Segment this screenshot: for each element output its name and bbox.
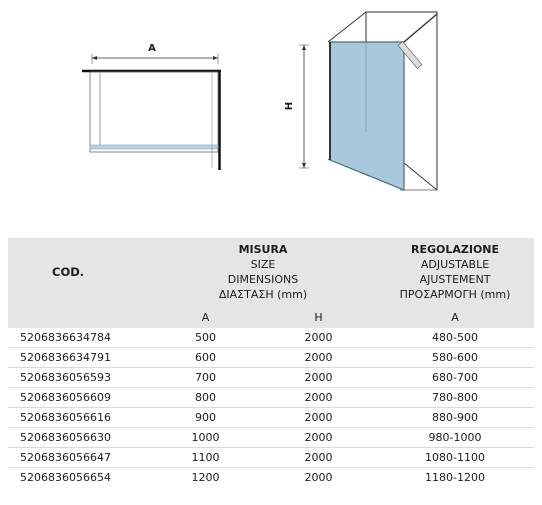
row-height-h: 2000 <box>304 471 333 484</box>
row-width-a: 500 <box>150 328 261 348</box>
adjustable-column-header <box>376 238 534 306</box>
row-height-h: 2000 <box>261 348 376 368</box>
size-header-line1: MISURA <box>238 243 288 256</box>
table-header-row <box>8 238 534 306</box>
row-code: 5206836056647 <box>8 448 150 468</box>
subheader-size-a: A <box>150 306 261 328</box>
row-adjust-range: 880-900 <box>376 408 534 428</box>
row-height-h: 2000 <box>261 428 376 448</box>
plan-view-drawing <box>82 43 221 170</box>
row-width-a: 1000 <box>150 428 261 448</box>
row-height-h: 2000 <box>261 388 376 408</box>
row-code: 5206836634784 <box>8 328 150 348</box>
row-adjust-range: 580-600 <box>376 348 534 368</box>
row-code: 5206836634791 <box>8 348 150 368</box>
technical-drawing <box>0 0 542 230</box>
row-code: 5206836056654 <box>20 471 111 484</box>
row-code: 5206836056630 <box>8 428 150 448</box>
table-row <box>8 408 534 428</box>
adjust-header-line2: ADJUSTABLE <box>420 258 490 271</box>
table-row <box>8 428 534 448</box>
row-adjust-range: 1080-1100 <box>376 448 534 468</box>
row-height-h: 2000 <box>261 368 376 388</box>
row-height-h: 2000 <box>261 408 376 428</box>
row-width-a: 600 <box>150 348 261 368</box>
row-width-a: 900 <box>150 408 261 428</box>
plan-dimension-label: A <box>148 43 156 54</box>
row-width-a: 700 <box>150 368 261 388</box>
row-height-h: 2000 <box>261 448 376 468</box>
row-width-a: 1100 <box>150 448 261 468</box>
height-dimension-label: H <box>284 101 295 111</box>
subheader-blank <box>8 306 150 328</box>
subheader-size-h: H <box>261 306 376 328</box>
size-header-line3: DIMENSIONS <box>227 273 299 286</box>
row-width-a: 800 <box>150 388 261 408</box>
table-subheader-row <box>8 306 534 328</box>
adjust-header-line3: AJUSTEMENT <box>419 273 491 286</box>
table-row <box>8 328 534 348</box>
adjust-header-line4: ΠΡΟΣΑΡΜΟΓΗ (mm) <box>399 288 511 301</box>
row-adjust-range: 480-500 <box>376 328 534 348</box>
subheader-adjust-a: A <box>376 306 534 328</box>
specification-table <box>8 238 534 487</box>
row-height-h: 2000 <box>261 328 376 348</box>
adjust-header-line1: REGOLAZIONE <box>411 243 500 256</box>
table-row <box>8 448 534 468</box>
code-column-header: COD. <box>8 238 150 306</box>
row-adjust-range: 980-1000 <box>376 428 534 448</box>
size-header-line2: SIZE <box>250 258 276 271</box>
size-column-header <box>150 238 376 306</box>
table-row <box>8 348 534 368</box>
row-adjust-range: 1180-1200 <box>425 471 485 484</box>
table-row <box>8 468 534 488</box>
row-width-a: 1200 <box>191 471 220 484</box>
elevation-view-drawing <box>284 12 437 190</box>
row-code: 5206836056609 <box>8 388 150 408</box>
table-row <box>8 368 534 388</box>
size-header-line4: ΔΙΑΣΤΑΣΗ (mm) <box>218 288 308 301</box>
row-code: 5206836056616 <box>8 408 150 428</box>
table-row <box>8 388 534 408</box>
row-adjust-range: 780-800 <box>376 388 534 408</box>
row-code: 5206836056593 <box>8 368 150 388</box>
row-adjust-range: 680-700 <box>376 368 534 388</box>
